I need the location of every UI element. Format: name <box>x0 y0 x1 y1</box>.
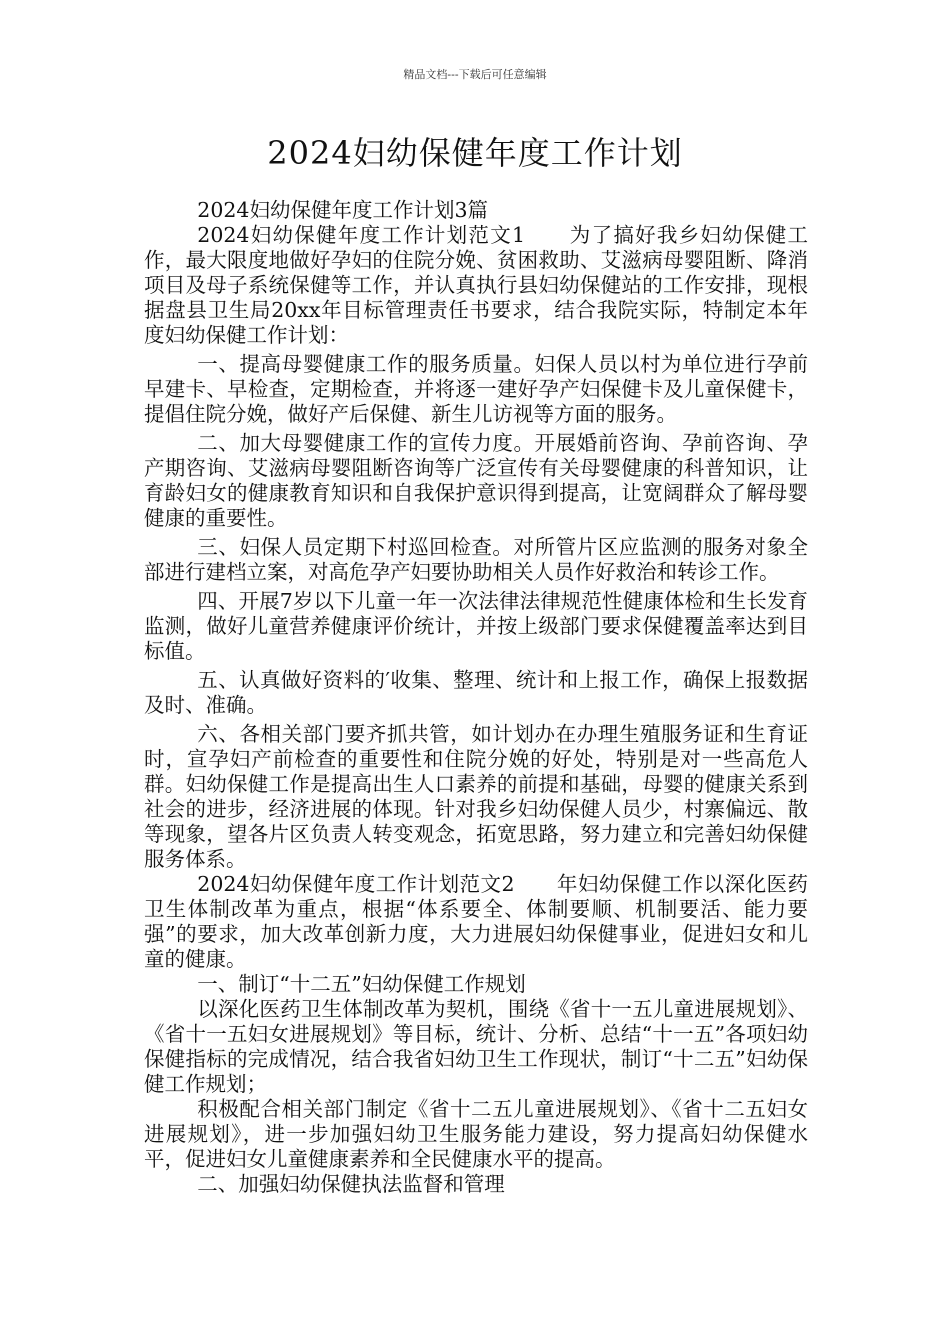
paragraph: 2024妇幼保健年度工作计划范文2 年妇幼保健工作以深化医药卫生体制改革为重点，根据“体系要全、体制要顺、机制要活、能力要强”的要求，加大改革创新力度，大力进展妇幼保健事业，促进妇女和儿童的健康。 <box>144 872 808 971</box>
paragraph: 2024妇幼保健年度工作计划范文1 为了搞好我乡妇幼保健工作，最大限度地做好孕妇的住院分娩、贫困救助、艾滋病母婴阻断、降消项目及母子系统保健等工作，并认真执行县妇幼保健站的工作安排，现根据盘县卫生局20xx年目标管理责任书要求，结合我院实际，特制定本年度妇幼保健工作计划： <box>144 223 808 347</box>
header-note: 精品文档---下载后可任意编辑 <box>403 68 547 81</box>
paragraph: 三、妇保人员定期下村巡回检查。对所管片区应监测的服务对象全部进行建档立案，对高危孕产妇要协助相关人员作好救治和转诊工作。 <box>144 535 808 584</box>
paragraph: 一、制订“十二五”妇幼保健工作规划 <box>197 972 526 996</box>
paragraph: 二、加大母婴健康工作的宣传力度。开展婚前咨询、孕前咨询、孕产期咨询、艾滋病母婴阻断咨询等广泛宣传有关母婴健康的科普知识，让育龄妇女的健康教育知识和自我保护意识得到提高，让宽阔群众了解母婴健康的重要性。 <box>144 431 808 530</box>
paragraph: 四、开展7岁以下儿童一年一次法律法律规范性健康体检和生长发育监测，做好儿童营养健康评价统计，并按上级部门要求保健覆盖率达到目标值。 <box>144 589 808 663</box>
paragraph: 二、加强妇幼保健执法监督和管理 <box>197 1172 505 1196</box>
paragraph: 一、提高母婴健康工作的服务质量。妇保人员以村为单位进行孕前早建卡、早检查，定期检查，并将逐一建好孕产妇保健卡及儿童保健卡，提倡住院分娩，做好产后保健、新生儿访视等方面的服务。 <box>144 352 808 426</box>
paragraph: 2024妇幼保健年度工作计划3篇 <box>197 198 489 222</box>
paragraph: 积极配合相关部门制定《省十二五儿童进展规划》、《省十二五妇女进展规划》，进一步加强妇幼卫生服务能力建设，努力提高妇幼保健水平，促进妇女儿童健康素养和全民健康水平的提高。 <box>144 1097 808 1171</box>
document-title: 2024妇幼保健年度工作计划 <box>267 134 683 172</box>
document-body <box>144 198 808 1197</box>
paragraph: 五、认真做好资料的′收集、整理、统计和上报工作，确保上报数据及时、准确。 <box>144 668 808 717</box>
paragraph: 六、各相关部门要齐抓共管，如计划办在办理生殖服务证和生育证时，宣孕妇产前检查的重要性和住院分娩的好处，特别是对一些高危人群。妇幼保健工作是提高出生人口素养的前提和基础，母婴的健康关系到社会的进步，经济进展的体现。针对我乡妇幼保健人员少，村寨偏远、散等现象，望各片区负责人转变观念，拓宽思路，努力建立和完善妇幼保健服务体系。 <box>144 722 808 871</box>
paragraph: 以深化医药卫生体制改革为契机，围绕《省十一五儿童进展规划》、《省十一五妇女进展规划》等目标，统计、分析、总结“十一五”各项妇幼保健指标的完成情况，结合我省妇幼卫生工作现状，制订“十二五”妇幼保健工作规划； <box>144 997 808 1096</box>
